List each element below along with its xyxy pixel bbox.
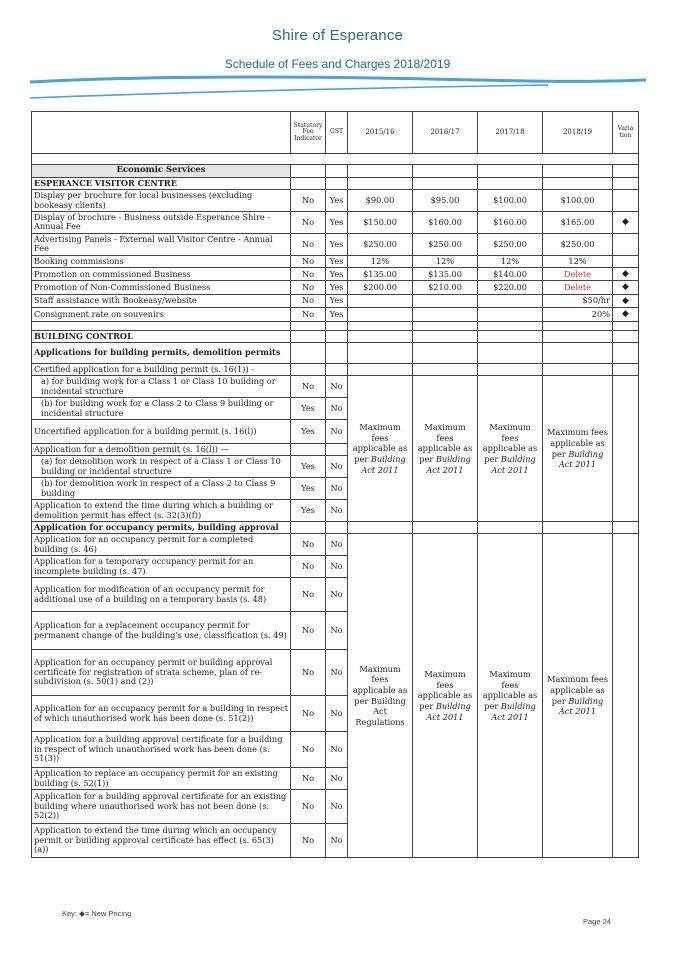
heading-row	[32, 330, 639, 342]
table-row	[32, 212, 639, 234]
table-cell: Promotion on commissioned Business	[32, 268, 291, 281]
table-cell	[543, 330, 613, 342]
table-cell: Application for a temporary occupancy permit for an incomplete building (s. 47)	[32, 556, 291, 578]
table-cell	[613, 522, 639, 534]
table-cell: No	[291, 578, 326, 612]
col-2015-16: 2015/16	[348, 112, 413, 154]
table-cell: Uncertified application for a building permit (s. 16(l))	[32, 420, 291, 444]
table-cell: (a) for demolition work in respect of a Class 1 or Class 10 building or incidental structure	[32, 456, 291, 478]
table-cell: No	[291, 308, 326, 321]
table-cell: Yes	[326, 294, 348, 307]
table-cell	[543, 177, 613, 189]
table-cell: $95.00	[413, 190, 478, 212]
table-cell	[348, 321, 413, 330]
table-cell	[413, 165, 478, 178]
fee-note-cell: Maximum fees applicable as per Building Act 2011	[478, 376, 543, 522]
table-cell: $200.00	[348, 281, 413, 294]
table-cell: $250.00	[543, 233, 613, 255]
table-cell	[543, 165, 613, 178]
table-cell: No	[291, 294, 326, 307]
table-cell: No	[291, 556, 326, 578]
table-cell: No	[326, 650, 348, 696]
table-cell: 12%	[543, 255, 613, 267]
heading-row	[32, 177, 639, 189]
table-cell	[613, 376, 639, 522]
fees-table	[31, 111, 639, 858]
table-cell: Display per brochure for local businesses (excluding bookeasy clients)	[32, 190, 291, 212]
pricing-key: Key: ◆= New Pricing	[62, 909, 132, 918]
table-cell	[478, 165, 543, 178]
table-cell: Application to extend the time during which a building or demolition permit has effect (s. 32(3)(f))	[32, 500, 291, 522]
table-cell: $135.00	[413, 268, 478, 281]
table-cell: No	[326, 768, 348, 790]
col-statutory: Statutory Fee Indicator	[291, 112, 326, 154]
table-cell: No	[291, 281, 326, 294]
table-cell: No	[326, 823, 348, 857]
table-cell: No	[291, 268, 326, 281]
new-pricing-icon: ◆	[613, 294, 639, 307]
table-cell: Application to extend the time during which an occupancy permit or building approval certificate has effect (s. 65(3)(a))	[32, 823, 291, 857]
subheading-row	[32, 522, 639, 534]
table-cell	[543, 363, 613, 375]
table-cell	[348, 342, 413, 363]
table-cell: Application to replace an occupancy permit for an existing building (s. 52(1))	[32, 768, 291, 790]
table-cell: $250.00	[348, 233, 413, 255]
table-row	[32, 308, 639, 321]
table-cell: Application for an occupancy permit for a building in respect of which unauthorised work has been done (s. 51(2))	[32, 696, 291, 732]
table-cell: Yes	[291, 478, 326, 500]
table-cell	[348, 177, 413, 189]
table-cell	[478, 330, 543, 342]
document-subtitle: Schedule of Fees and Charges 2018/2019	[224, 57, 451, 71]
table-cell	[543, 321, 613, 330]
table-cell: $250.00	[413, 233, 478, 255]
table-row	[32, 294, 639, 307]
table-cell	[291, 522, 326, 534]
table-cell	[413, 330, 478, 342]
col-2016-17: 2016/17	[413, 112, 478, 154]
table-cell: $90.00	[348, 190, 413, 212]
table-cell: Yes	[291, 398, 326, 420]
table-row	[32, 363, 639, 375]
table-cell: No	[291, 233, 326, 255]
table-cell: 12%	[478, 255, 543, 267]
table-cell: No	[326, 612, 348, 650]
table-cell: $220.00	[478, 281, 543, 294]
new-pricing-icon	[613, 255, 639, 267]
col-2017-18: 2017/18	[478, 112, 543, 154]
table-cell: Staff assistance with Bookeasy/website	[32, 294, 291, 307]
table-cell: No	[326, 478, 348, 500]
col-2018-19: 2018/19	[543, 112, 613, 154]
fee-note-cell: Maximum fees applicable as per Building Act 2011	[413, 376, 478, 522]
table-cell	[613, 177, 639, 189]
subheading-row	[32, 342, 639, 363]
table-cell	[291, 363, 326, 375]
new-pricing-icon: ◆	[613, 212, 639, 234]
table-cell	[478, 308, 543, 321]
table-cell: Delete	[543, 268, 613, 281]
new-pricing-icon: ◆	[613, 268, 639, 281]
table-cell	[413, 177, 478, 189]
table-cell	[613, 534, 639, 858]
table-cell: No	[291, 768, 326, 790]
building-permits-subheading: Applications for building permits, demolition permits	[32, 342, 291, 363]
table-cell: No	[291, 650, 326, 696]
table-row	[32, 376, 639, 398]
table-cell: 20%	[543, 308, 613, 321]
table-row	[32, 255, 639, 267]
table-cell: Application for an occupancy permit for a completed building (s. 46)	[32, 534, 291, 556]
table-cell: Certified application for a building permit (s. 16(1)) -	[32, 363, 291, 375]
table-cell	[348, 330, 413, 342]
table-cell	[478, 363, 543, 375]
table-cell	[326, 330, 348, 342]
table-cell: $100.00	[543, 190, 613, 212]
table-cell: Yes	[326, 308, 348, 321]
table-cell: Advertising Panels - External wall Visitor Centre - Annual Fee	[32, 233, 291, 255]
table-cell	[348, 363, 413, 375]
table-cell: No	[291, 255, 326, 267]
table-row	[32, 268, 639, 281]
table-cell: $140.00	[478, 268, 543, 281]
table-cell	[348, 308, 413, 321]
table-cell: Yes	[326, 212, 348, 234]
fee-note-cell: Maximum fees applicable as per Building Act Regulations	[348, 534, 413, 858]
table-cell: Application for modification of an occupancy permit for additional use of a building on a temporary basis (s. 48)	[32, 578, 291, 612]
table-cell	[543, 342, 613, 363]
table-cell: No	[326, 789, 348, 823]
table-cell: No	[326, 732, 348, 768]
table-cell: No	[291, 612, 326, 650]
table-cell	[326, 321, 348, 330]
table-cell: No	[291, 376, 326, 398]
table-cell	[413, 342, 478, 363]
table-cell	[613, 165, 639, 178]
table-cell: No	[291, 823, 326, 857]
table-cell: Yes	[326, 233, 348, 255]
table-cell: 12%	[413, 255, 478, 267]
table-cell	[348, 522, 413, 534]
new-pricing-icon	[613, 190, 639, 212]
page-number: Page 24	[583, 917, 611, 926]
table-cell: Booking commissions	[32, 255, 291, 267]
table-cell	[326, 165, 348, 178]
fee-note-cell: Maximum fees applicable as per Building Act 2011	[543, 534, 613, 858]
table-cell: (b) for building work for a Class 2 to Class 9 building or incidental structure	[32, 398, 291, 420]
table-cell	[291, 177, 326, 189]
col-gst: GST	[326, 112, 348, 154]
table-row	[32, 534, 639, 556]
table-cell	[326, 363, 348, 375]
table-cell	[613, 342, 639, 363]
table-cell	[478, 294, 543, 307]
table-cell: $135.00	[348, 268, 413, 281]
table-cell: No	[326, 456, 348, 478]
fee-note-cell: Maximum fees applicable as per Building Act 2011	[543, 376, 613, 522]
col-description	[32, 112, 291, 154]
table-cell: Yes	[291, 456, 326, 478]
table-cell	[291, 165, 326, 178]
table-cell	[413, 308, 478, 321]
table-cell: 12%	[348, 255, 413, 267]
table-cell: $50/hr	[543, 294, 613, 307]
table-cell	[32, 154, 639, 165]
table-cell	[291, 330, 326, 342]
table-cell	[543, 522, 613, 534]
table-cell: $100.00	[478, 190, 543, 212]
table-row	[32, 281, 639, 294]
table-cell: Yes	[326, 255, 348, 267]
table-cell	[413, 294, 478, 307]
table-cell	[478, 177, 543, 189]
table-cell	[326, 444, 348, 456]
table-cell	[326, 342, 348, 363]
table-cell: Yes	[291, 500, 326, 522]
table-cell	[326, 177, 348, 189]
table-cell: No	[291, 190, 326, 212]
table-cell: Yes	[326, 281, 348, 294]
table-cell	[478, 321, 543, 330]
table-cell: No	[326, 398, 348, 420]
table-cell: Application for a building approval certificate for a building in respect of which unauthorised work has been done (s. 51(3))	[32, 732, 291, 768]
table-cell	[348, 165, 413, 178]
table-cell: No	[291, 534, 326, 556]
table-cell: Yes	[291, 420, 326, 444]
table-cell: (b) for demolition work in respect of a Class 2 to Class 9 building	[32, 478, 291, 500]
table-cell: No	[291, 212, 326, 234]
section-row	[32, 165, 639, 178]
table-cell: Application for a demolition permit (s. 16(l)) —	[32, 444, 291, 456]
table-cell	[413, 321, 478, 330]
table-cell: No	[326, 556, 348, 578]
table-cell: No	[326, 500, 348, 522]
table-cell	[478, 342, 543, 363]
table-cell: $150.00	[348, 212, 413, 234]
table-cell	[32, 321, 291, 330]
table-cell: $160.00	[478, 212, 543, 234]
visitor-centre-heading: ESPERANCE VISITOR CENTRE	[32, 177, 291, 189]
table-cell	[478, 522, 543, 534]
table-cell	[291, 342, 326, 363]
table-cell	[291, 321, 326, 330]
table-cell: No	[291, 696, 326, 732]
table-cell: Display of brochure - Business outside Esperance Shire - Annual Fee	[32, 212, 291, 234]
col-variation: Varia tion	[613, 112, 639, 154]
fee-note-cell: Maximum fees applicable as per Building Act 2011	[348, 376, 413, 522]
table-cell: $250.00	[478, 233, 543, 255]
table-cell	[348, 294, 413, 307]
table-cell	[413, 363, 478, 375]
table-row	[32, 190, 639, 212]
table-cell: Application for a building approval certificate for an existing building where unauthorised work has not been done (s. 52(2))	[32, 789, 291, 823]
table-cell: No	[291, 732, 326, 768]
table-cell: No	[326, 696, 348, 732]
table-cell: No	[326, 534, 348, 556]
section-title: Economic Services	[32, 165, 291, 178]
table-cell: Delete	[543, 281, 613, 294]
document-title: Shire of Esperance	[271, 27, 404, 44]
table-cell: No	[326, 420, 348, 444]
table-cell	[326, 522, 348, 534]
decorative-wave	[28, 70, 648, 104]
table-cell: No	[326, 578, 348, 612]
table-cell: Application for an occupancy permit or building approval certificate for registration of strata scheme, plan of re-subdivision (s. 50(1) and (2))	[32, 650, 291, 696]
fee-note-cell: Maximum fees applicable as per Building Act 2011	[478, 534, 543, 858]
table-cell: Yes	[326, 268, 348, 281]
table-cell	[291, 444, 326, 456]
table-cell: Application for a replacement occupancy permit for permanent change of the building's use, classification (s. 49)	[32, 612, 291, 650]
occupancy-permits-subheading: Application for occupancy permits, building approval	[32, 522, 291, 534]
table-cell: Promotion of Non-Commissioned Business	[32, 281, 291, 294]
table-cell: Yes	[326, 190, 348, 212]
table-cell: $165.00	[543, 212, 613, 234]
new-pricing-icon: ◆	[613, 308, 639, 321]
table-cell: No	[291, 789, 326, 823]
table-cell: No	[326, 376, 348, 398]
table-cell	[613, 330, 639, 342]
table-cell: $160.00	[413, 212, 478, 234]
new-pricing-icon: ◆	[613, 281, 639, 294]
table-cell: Consignment rate on souvenirs	[32, 308, 291, 321]
table-cell	[613, 321, 639, 330]
table-row	[32, 233, 639, 255]
fee-note-cell: Maximum fees applicable as per Building Act 2011	[413, 534, 478, 858]
table-cell	[613, 363, 639, 375]
table-cell	[413, 522, 478, 534]
new-pricing-icon	[613, 233, 639, 255]
table-cell: $210.00	[413, 281, 478, 294]
table-cell: a) for building work for a Class 1 or Class 10 building or incidental structure	[32, 376, 291, 398]
header-row	[32, 112, 639, 154]
building-control-heading: BUILDING CONTROL	[32, 330, 291, 342]
